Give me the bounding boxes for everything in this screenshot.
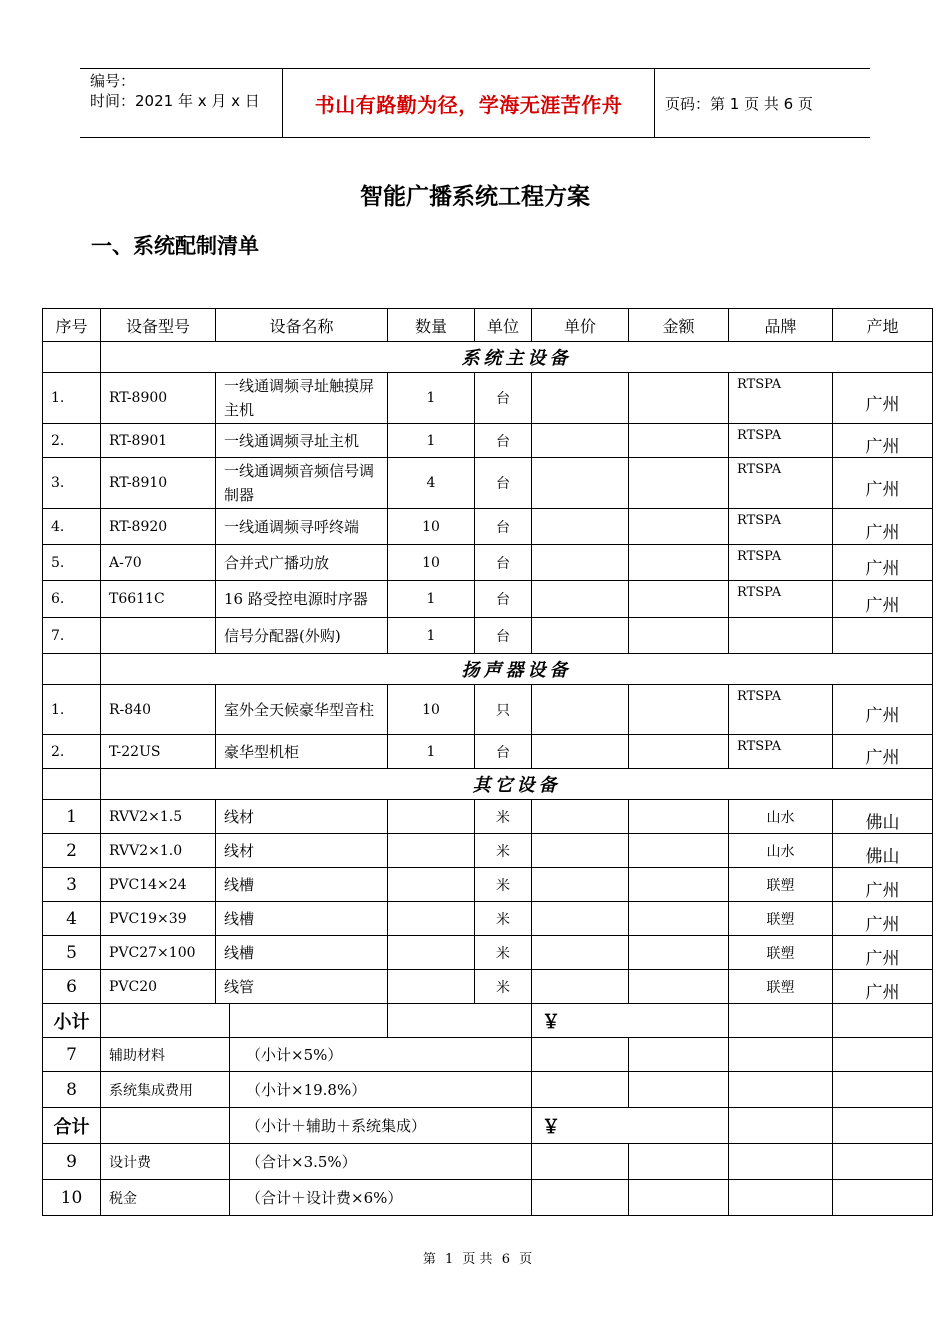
unit-price bbox=[532, 1144, 629, 1180]
empty-cell bbox=[388, 868, 475, 902]
quantity: 1 bbox=[388, 581, 475, 618]
column-header: 数量 bbox=[388, 309, 475, 342]
brand: RTSPA bbox=[729, 509, 833, 545]
fee-formula: （合计×3.5%） bbox=[230, 1144, 532, 1180]
equipment-model: RT-8910 bbox=[101, 458, 216, 509]
column-header: 单位 bbox=[475, 309, 532, 342]
origin: 广州 bbox=[833, 735, 933, 769]
unit: 只 bbox=[475, 685, 532, 735]
origin bbox=[833, 618, 933, 654]
unit-price bbox=[532, 618, 629, 654]
unit-price bbox=[532, 685, 629, 735]
equipment-model bbox=[101, 618, 216, 654]
total-label: 合计 bbox=[43, 1108, 101, 1144]
document-header bbox=[80, 68, 870, 138]
quantity: 10 bbox=[388, 685, 475, 735]
unit-price bbox=[532, 936, 629, 970]
table-row bbox=[43, 1108, 933, 1144]
unit: 米 bbox=[475, 800, 532, 834]
table-row bbox=[43, 769, 933, 800]
equipment-name: 豪华型机柜 bbox=[216, 735, 388, 769]
equipment-name: 线材 bbox=[216, 834, 388, 868]
quantity: 1 bbox=[388, 424, 475, 458]
quantity: 10 bbox=[388, 509, 475, 545]
equipment-name: 16 路受控电源时序器 bbox=[216, 581, 388, 618]
header-motto: 书山有路勤为径，学海无涯苦作舟 bbox=[282, 69, 655, 137]
row-number: 2. bbox=[43, 735, 101, 769]
empty-cell bbox=[388, 834, 475, 868]
origin: 广州 bbox=[833, 458, 933, 509]
unit-price bbox=[532, 581, 629, 618]
row-number: 9 bbox=[43, 1144, 101, 1180]
amount bbox=[629, 800, 729, 834]
brand: 联塑 bbox=[729, 970, 833, 1004]
column-header: 产地 bbox=[833, 309, 933, 342]
equipment-model: T-22US bbox=[101, 735, 216, 769]
unit-price bbox=[532, 373, 629, 424]
row-number: 7. bbox=[43, 618, 101, 654]
table-row bbox=[43, 1180, 933, 1216]
table-row bbox=[43, 509, 933, 545]
unit: 台 bbox=[475, 581, 532, 618]
brand: RTSPA bbox=[729, 545, 833, 581]
row-number: 10 bbox=[43, 1180, 101, 1216]
subtotal-amount: ￥ bbox=[532, 1004, 729, 1038]
empty-cell bbox=[388, 970, 475, 1004]
equipment-model: PVC20 bbox=[101, 970, 216, 1004]
amount bbox=[629, 902, 729, 936]
empty-cell bbox=[388, 1004, 532, 1038]
header-page-info: 页码：第 1 页 共 6 页 bbox=[665, 94, 813, 113]
table-row bbox=[43, 581, 933, 618]
column-header: 品牌 bbox=[729, 309, 833, 342]
origin bbox=[833, 1180, 933, 1216]
unit: 米 bbox=[475, 834, 532, 868]
document-title: 智能广播系统工程方案 bbox=[360, 184, 590, 210]
table-row bbox=[43, 654, 933, 685]
unit-price bbox=[532, 509, 629, 545]
amount bbox=[629, 834, 729, 868]
row-number: 3. bbox=[43, 458, 101, 509]
fee-name: 系统集成费用 bbox=[101, 1072, 230, 1108]
equipment-model: RVV2×1.0 bbox=[101, 834, 216, 868]
equipment-model: RT-8900 bbox=[101, 373, 216, 424]
amount bbox=[629, 936, 729, 970]
origin: 广州 bbox=[833, 373, 933, 424]
equipment-model: T6611C bbox=[101, 581, 216, 618]
unit-price bbox=[532, 458, 629, 509]
equipment-model: PVC19×39 bbox=[101, 902, 216, 936]
footer-mid: 页 共 bbox=[462, 1252, 493, 1267]
origin: 广州 bbox=[833, 868, 933, 902]
column-header: 设备型号 bbox=[101, 309, 216, 342]
brand: 联塑 bbox=[729, 868, 833, 902]
equipment-model: R-840 bbox=[101, 685, 216, 735]
table-row bbox=[43, 834, 933, 868]
row-number: 4. bbox=[43, 509, 101, 545]
amount bbox=[629, 1038, 729, 1072]
equipment-model: PVC27×100 bbox=[101, 936, 216, 970]
empty-cell bbox=[101, 1108, 230, 1144]
row-number: 8 bbox=[43, 1072, 101, 1108]
empty-cell bbox=[833, 1004, 933, 1038]
fee-formula: （合计＋设计费×6%） bbox=[230, 1180, 532, 1216]
unit-price bbox=[532, 735, 629, 769]
equipment-name: 线槽 bbox=[216, 936, 388, 970]
unit-price bbox=[532, 902, 629, 936]
table-row bbox=[43, 618, 933, 654]
fee-name: 税金 bbox=[101, 1180, 230, 1216]
origin: 广州 bbox=[833, 936, 933, 970]
unit-price bbox=[532, 1072, 629, 1108]
footer-prefix: 第 bbox=[422, 1252, 436, 1267]
column-header: 设备名称 bbox=[216, 309, 388, 342]
origin: 佛山 bbox=[833, 800, 933, 834]
table-row bbox=[43, 545, 933, 581]
brand: 联塑 bbox=[729, 902, 833, 936]
equipment-model: RVV2×1.5 bbox=[101, 800, 216, 834]
group-title: 扬声器设备 bbox=[101, 654, 933, 685]
group-title: 系统主设备 bbox=[101, 342, 933, 373]
unit-price bbox=[532, 1038, 629, 1072]
origin: 佛山 bbox=[833, 834, 933, 868]
amount bbox=[629, 581, 729, 618]
amount bbox=[629, 458, 729, 509]
equipment-name: 合并式广播功放 bbox=[216, 545, 388, 581]
row-number: 1 bbox=[43, 800, 101, 834]
table-row bbox=[43, 685, 933, 735]
footer-total: 6 bbox=[501, 1252, 510, 1267]
column-header: 单价 bbox=[532, 309, 629, 342]
origin bbox=[833, 1072, 933, 1108]
row-number: 5 bbox=[43, 936, 101, 970]
row-number: 1. bbox=[43, 373, 101, 424]
amount bbox=[629, 509, 729, 545]
amount bbox=[629, 424, 729, 458]
header-meta bbox=[80, 69, 282, 137]
group-spacer bbox=[43, 769, 101, 800]
origin bbox=[833, 1038, 933, 1072]
table-row bbox=[43, 902, 933, 936]
equipment-name: 线槽 bbox=[216, 902, 388, 936]
origin: 广州 bbox=[833, 424, 933, 458]
brand: RTSPA bbox=[729, 373, 833, 424]
unit-price bbox=[532, 800, 629, 834]
unit-price bbox=[532, 545, 629, 581]
amount bbox=[629, 868, 729, 902]
table-row bbox=[43, 458, 933, 509]
row-number: 2. bbox=[43, 424, 101, 458]
brand bbox=[729, 618, 833, 654]
brand: RTSPA bbox=[729, 735, 833, 769]
unit: 米 bbox=[475, 936, 532, 970]
unit: 米 bbox=[475, 902, 532, 936]
unit: 米 bbox=[475, 868, 532, 902]
row-number: 5. bbox=[43, 545, 101, 581]
group-spacer bbox=[43, 654, 101, 685]
table-row bbox=[43, 309, 933, 342]
table-row bbox=[43, 936, 933, 970]
amount bbox=[629, 618, 729, 654]
origin: 广州 bbox=[833, 685, 933, 735]
equipment-name: 一线通调频寻址主机 bbox=[216, 424, 388, 458]
brand: 山水 bbox=[729, 834, 833, 868]
origin: 广州 bbox=[833, 970, 933, 1004]
table-row bbox=[43, 800, 933, 834]
unit-price bbox=[532, 834, 629, 868]
amount bbox=[629, 1144, 729, 1180]
amount bbox=[629, 970, 729, 1004]
table-row bbox=[43, 1004, 933, 1038]
brand: 山水 bbox=[729, 800, 833, 834]
quantity: 1 bbox=[388, 373, 475, 424]
brand bbox=[729, 1180, 833, 1216]
empty-cell bbox=[388, 936, 475, 970]
table-row bbox=[43, 342, 933, 373]
empty-cell bbox=[729, 1004, 833, 1038]
section-heading: 一、系统配制清单 bbox=[91, 234, 259, 258]
quantity: 10 bbox=[388, 545, 475, 581]
unit-price bbox=[532, 970, 629, 1004]
unit: 台 bbox=[475, 458, 532, 509]
equipment-name: 线槽 bbox=[216, 868, 388, 902]
row-number: 2 bbox=[43, 834, 101, 868]
equipment-name: 线管 bbox=[216, 970, 388, 1004]
unit: 台 bbox=[475, 618, 532, 654]
unit: 台 bbox=[475, 735, 532, 769]
footer-suffix: 页 bbox=[519, 1252, 533, 1267]
row-number: 6 bbox=[43, 970, 101, 1004]
footer-page: 1 bbox=[445, 1252, 454, 1267]
amount bbox=[629, 545, 729, 581]
group-spacer bbox=[43, 342, 101, 373]
empty-cell bbox=[729, 1108, 833, 1144]
brand bbox=[729, 1038, 833, 1072]
row-number: 4 bbox=[43, 902, 101, 936]
origin: 广州 bbox=[833, 509, 933, 545]
fee-formula: （小计×19.8%） bbox=[230, 1072, 532, 1108]
unit: 台 bbox=[475, 509, 532, 545]
table-row bbox=[43, 373, 933, 424]
empty-cell bbox=[388, 800, 475, 834]
number-label: 编号： bbox=[90, 72, 136, 90]
unit-price bbox=[532, 424, 629, 458]
origin: 广州 bbox=[833, 902, 933, 936]
equipment-name: 一线通调频寻址触摸屏主机 bbox=[216, 373, 388, 424]
table-row bbox=[43, 868, 933, 902]
amount bbox=[629, 373, 729, 424]
subtotal-label: 小计 bbox=[43, 1004, 101, 1038]
row-number: 6. bbox=[43, 581, 101, 618]
amount bbox=[629, 735, 729, 769]
equipment-model: RT-8901 bbox=[101, 424, 216, 458]
unit: 米 bbox=[475, 970, 532, 1004]
fee-name: 辅助材料 bbox=[101, 1038, 230, 1072]
time-label: 时间：2021 年 x 月 x 日 bbox=[90, 92, 260, 110]
brand bbox=[729, 1072, 833, 1108]
unit: 台 bbox=[475, 545, 532, 581]
brand: 联塑 bbox=[729, 936, 833, 970]
table-row bbox=[43, 424, 933, 458]
origin bbox=[833, 1144, 933, 1180]
table-row bbox=[43, 1144, 933, 1180]
brand: RTSPA bbox=[729, 685, 833, 735]
total-amount: ￥ bbox=[532, 1108, 729, 1144]
fee-name: 设计费 bbox=[101, 1144, 230, 1180]
unit-price bbox=[532, 1180, 629, 1216]
equipment-model: A-70 bbox=[101, 545, 216, 581]
unit: 台 bbox=[475, 373, 532, 424]
row-number: 3 bbox=[43, 868, 101, 902]
empty-cell bbox=[230, 1004, 388, 1038]
origin: 广州 bbox=[833, 581, 933, 618]
brand: RTSPA bbox=[729, 424, 833, 458]
column-header: 序号 bbox=[43, 309, 101, 342]
table-row bbox=[43, 1072, 933, 1108]
brand bbox=[729, 1144, 833, 1180]
equipment-name: 线材 bbox=[216, 800, 388, 834]
equipment-model: PVC14×24 bbox=[101, 868, 216, 902]
equipment-name: 一线通调频音频信号调制器 bbox=[216, 458, 388, 509]
page-footer bbox=[0, 1248, 950, 1267]
unit-price bbox=[532, 868, 629, 902]
empty-cell bbox=[388, 902, 475, 936]
equipment-name: 信号分配器(外购) bbox=[216, 618, 388, 654]
unit: 台 bbox=[475, 424, 532, 458]
quantity: 4 bbox=[388, 458, 475, 509]
brand: RTSPA bbox=[729, 458, 833, 509]
equipment-model: RT-8920 bbox=[101, 509, 216, 545]
group-title: 其它设备 bbox=[101, 769, 933, 800]
empty-cell bbox=[833, 1108, 933, 1144]
amount bbox=[629, 685, 729, 735]
amount bbox=[629, 1072, 729, 1108]
brand: RTSPA bbox=[729, 581, 833, 618]
row-number: 7 bbox=[43, 1038, 101, 1072]
table-row bbox=[43, 1038, 933, 1072]
origin: 广州 bbox=[833, 545, 933, 581]
column-header: 金额 bbox=[629, 309, 729, 342]
table-row bbox=[43, 735, 933, 769]
equipment-name: 一线通调频寻呼终端 bbox=[216, 509, 388, 545]
quantity: 1 bbox=[388, 618, 475, 654]
equipment-table bbox=[42, 308, 932, 1216]
fee-formula: （小计×5%） bbox=[230, 1038, 532, 1072]
row-number: 1. bbox=[43, 685, 101, 735]
table-row bbox=[43, 970, 933, 1004]
quantity: 1 bbox=[388, 735, 475, 769]
empty-cell bbox=[101, 1004, 230, 1038]
equipment-name: 室外全天候豪华型音柱 bbox=[216, 685, 388, 735]
amount bbox=[629, 1180, 729, 1216]
total-formula: （小计＋辅助＋系统集成） bbox=[230, 1108, 532, 1144]
